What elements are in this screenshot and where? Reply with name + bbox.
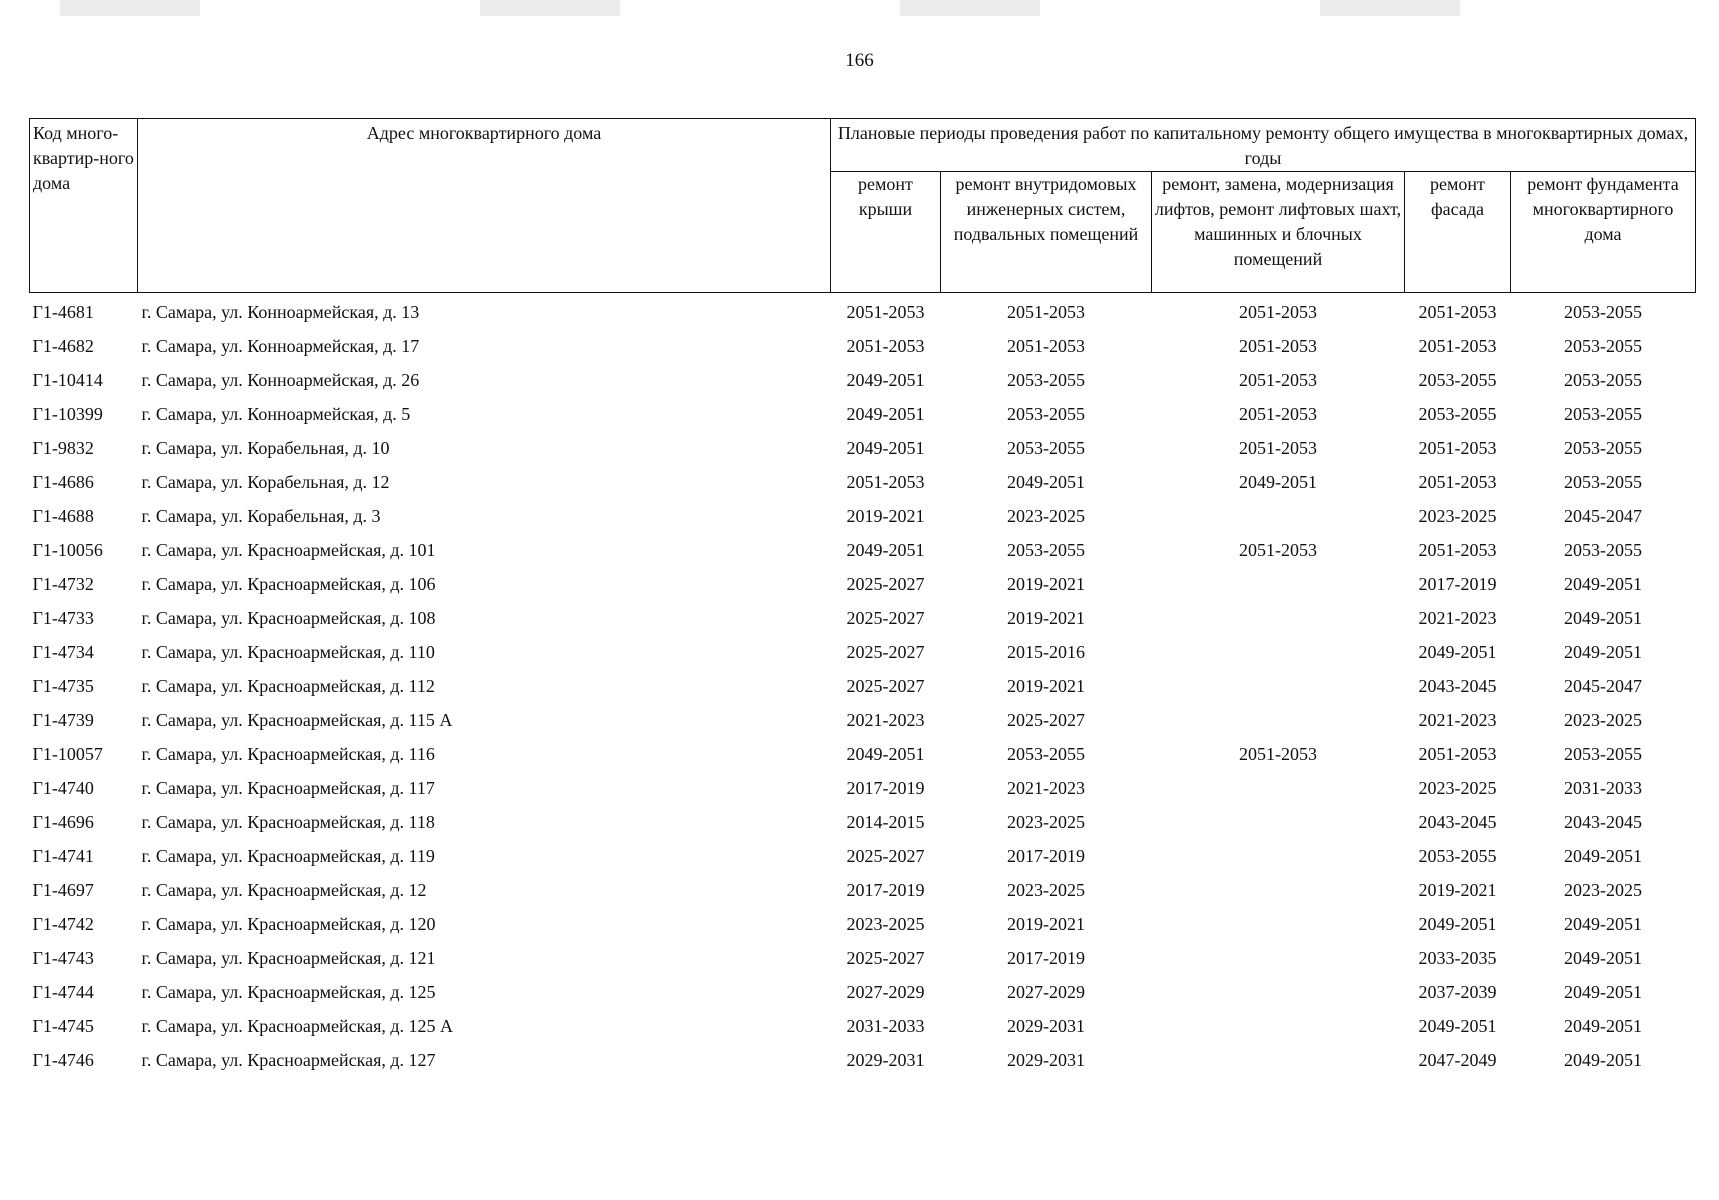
table-row	[30, 499, 1696, 533]
cell-foundation: 2049-2051	[1564, 1049, 1642, 1070]
cell-code: Г1-4746	[32, 1049, 94, 1070]
cell-elevators	[1152, 567, 1405, 601]
capital-repair-schedule-table	[29, 118, 1696, 1077]
cell-code: Г1-10399	[32, 403, 103, 424]
cell-roof: 2014-2015	[846, 811, 925, 832]
cell-facade: 2049-2051	[1418, 1015, 1497, 1036]
cell-address: г. Самара, ул. Красноармейская, д. 115 А	[141, 709, 453, 730]
cell-facade: 2023-2025	[1418, 505, 1497, 526]
cell-code: Г1-4744	[32, 981, 94, 1002]
cell-foundation: 2049-2051	[1564, 845, 1642, 866]
header-foundation: ремонт фундамента многоквартирного дома	[1511, 172, 1696, 293]
cell-address: г. Самара, ул. Красноармейская, д. 121	[141, 947, 436, 968]
cell-foundation: 2053-2055	[1564, 301, 1642, 322]
cell-address: г. Самара, ул. Красноармейская, д. 112	[141, 675, 435, 696]
cell-elevators	[1152, 635, 1405, 669]
cell-address: г. Самара, ул. Красноармейская, д. 125 А	[141, 1015, 454, 1036]
cell-roof: 2049-2051	[846, 539, 925, 560]
cell-engineering: 2053-2055	[1007, 539, 1085, 560]
cell-code: Г1-4681	[32, 301, 94, 322]
cell-elevators	[1152, 601, 1405, 635]
cell-address: г. Самара, ул. Красноармейская, д. 117	[141, 777, 435, 798]
cell-elevators: 2051-2053	[1239, 369, 1317, 390]
cell-code: Г1-4682	[32, 335, 94, 356]
cell-engineering: 2051-2053	[1007, 301, 1085, 322]
cell-elevators	[1152, 771, 1405, 805]
cell-address: г. Самара, ул. Красноармейская, д. 110	[141, 641, 435, 662]
cell-foundation: 2023-2025	[1564, 879, 1642, 900]
cell-roof: 2021-2023	[846, 709, 925, 730]
cell-facade: 2053-2055	[1418, 369, 1497, 390]
cell-roof: 2025-2027	[846, 947, 925, 968]
cell-elevators	[1152, 941, 1405, 975]
table-row	[30, 907, 1696, 941]
cell-engineering: 2017-2019	[1007, 947, 1085, 968]
cell-address: г. Самара, ул. Красноармейская, д. 108	[141, 607, 436, 628]
cell-address: г. Самара, ул. Красноармейская, д. 118	[141, 811, 435, 832]
cell-engineering: 2021-2023	[1007, 777, 1085, 798]
cell-code: Г1-10056	[32, 539, 103, 560]
cell-code: Г1-10057	[32, 743, 103, 764]
cell-engineering: 2019-2021	[1007, 675, 1085, 696]
cell-facade: 2053-2055	[1418, 403, 1497, 424]
cell-foundation: 2045-2047	[1564, 505, 1642, 526]
table-row	[30, 293, 1696, 330]
cell-roof: 2025-2027	[846, 845, 925, 866]
cell-elevators: 2051-2053	[1239, 539, 1317, 560]
cell-roof: 2049-2051	[846, 437, 925, 458]
cell-roof: 2025-2027	[846, 641, 925, 662]
cell-foundation: 2053-2055	[1564, 369, 1642, 390]
cell-address: г. Самара, ул. Конноармейская, д. 17	[141, 335, 420, 356]
cell-facade: 2017-2019	[1418, 573, 1497, 594]
header-code: Код много-квартир-ного дома	[30, 119, 138, 293]
table-row	[30, 1009, 1696, 1043]
cell-elevators: 2051-2053	[1239, 437, 1317, 458]
header-facade: ремонт фасада	[1405, 172, 1511, 293]
cell-engineering: 2049-2051	[1007, 471, 1085, 492]
table-row	[30, 873, 1696, 907]
cell-foundation: 2053-2055	[1564, 539, 1642, 560]
table-row	[30, 941, 1696, 975]
table-row	[30, 805, 1696, 839]
cell-code: Г1-4745	[32, 1015, 94, 1036]
table-row	[30, 567, 1696, 601]
cell-elevators	[1152, 873, 1405, 907]
cell-facade: 2033-2035	[1418, 947, 1497, 968]
cell-address: г. Самара, ул. Корабельная, д. 10	[141, 437, 390, 458]
cell-roof: 2017-2019	[846, 777, 925, 798]
cell-roof: 2027-2029	[846, 981, 925, 1002]
cell-code: Г1-4696	[32, 811, 94, 832]
cell-foundation: 2023-2025	[1564, 709, 1642, 730]
cell-address: г. Самара, ул. Корабельная, д. 12	[141, 471, 390, 492]
cell-code: Г1-9832	[32, 437, 94, 458]
cell-elevators: 2051-2053	[1239, 403, 1317, 424]
cell-address: г. Самара, ул. Красноармейская, д. 116	[141, 743, 435, 764]
cell-facade: 2051-2053	[1418, 335, 1497, 356]
cell-foundation: 2043-2045	[1564, 811, 1642, 832]
cell-address: г. Самара, ул. Красноармейская, д. 101	[141, 539, 436, 560]
header-address: Адрес многоквартирного дома	[138, 119, 831, 293]
cell-roof: 2025-2027	[846, 675, 925, 696]
cell-roof: 2019-2021	[846, 505, 925, 526]
cell-elevators: 2051-2053	[1239, 743, 1317, 764]
cell-elevators: 2051-2053	[1239, 301, 1317, 322]
cell-facade: 2049-2051	[1418, 913, 1497, 934]
cell-foundation: 2049-2051	[1564, 573, 1642, 594]
cell-foundation: 2053-2055	[1564, 471, 1642, 492]
table-row	[30, 397, 1696, 431]
cell-foundation: 2045-2047	[1564, 675, 1642, 696]
cell-address: г. Самара, ул. Красноармейская, д. 125	[141, 981, 436, 1002]
cell-elevators	[1152, 839, 1405, 873]
cell-engineering: 2017-2019	[1007, 845, 1085, 866]
cell-roof: 2051-2053	[846, 335, 925, 356]
table-row	[30, 669, 1696, 703]
cell-code: Г1-10414	[32, 369, 103, 390]
cell-engineering: 2029-2031	[1007, 1015, 1085, 1036]
cell-code: Г1-4688	[32, 505, 94, 526]
cell-engineering: 2019-2021	[1007, 607, 1085, 628]
table-row	[30, 1043, 1696, 1077]
cell-elevators	[1152, 805, 1405, 839]
cell-code: Г1-4739	[32, 709, 94, 730]
table-row	[30, 839, 1696, 873]
cell-roof: 2017-2019	[846, 879, 925, 900]
cell-facade: 2051-2053	[1418, 301, 1497, 322]
cell-roof: 2023-2025	[846, 913, 925, 934]
cell-address: г. Самара, ул. Корабельная, д. 3	[141, 505, 381, 526]
header-periods-group: Плановые периоды проведения работ по капитальному ремонту общего имущества в многоквартирных домах, годы	[831, 119, 1696, 172]
cell-engineering: 2019-2021	[1007, 913, 1085, 934]
table-row	[30, 431, 1696, 465]
cell-engineering: 2051-2053	[1007, 335, 1085, 356]
cell-code: Г1-4741	[32, 845, 94, 866]
cell-elevators	[1152, 703, 1405, 737]
cell-foundation: 2049-2051	[1564, 981, 1642, 1002]
cell-address: г. Самара, ул. Конноармейская, д. 5	[141, 403, 411, 424]
cell-roof: 2049-2051	[846, 743, 925, 764]
cell-roof: 2029-2031	[846, 1049, 925, 1070]
cell-code: Г1-4742	[32, 913, 94, 934]
header-roof: ремонт крыши	[831, 172, 941, 293]
cell-engineering: 2023-2025	[1007, 879, 1085, 900]
cell-elevators	[1152, 669, 1405, 703]
table-row	[30, 363, 1696, 397]
cell-engineering: 2053-2055	[1007, 369, 1085, 390]
table-row	[30, 601, 1696, 635]
table-row	[30, 533, 1696, 567]
cell-roof: 2031-2033	[846, 1015, 925, 1036]
cell-code: Г1-4733	[32, 607, 94, 628]
cell-code: Г1-4732	[32, 573, 94, 594]
cell-facade: 2053-2055	[1418, 845, 1497, 866]
cell-code: Г1-4697	[32, 879, 94, 900]
cell-roof: 2025-2027	[846, 607, 925, 628]
cell-facade: 2051-2053	[1418, 743, 1497, 764]
cell-foundation: 2053-2055	[1564, 743, 1642, 764]
cell-address: г. Самара, ул. Конноармейская, д. 13	[141, 301, 420, 322]
cell-facade: 2021-2023	[1418, 607, 1497, 628]
cell-engineering: 2015-2016	[1007, 641, 1085, 662]
cell-foundation: 2053-2055	[1564, 403, 1642, 424]
cell-code: Г1-4735	[32, 675, 94, 696]
table-row	[30, 329, 1696, 363]
cell-elevators	[1152, 907, 1405, 941]
cell-address: г. Самара, ул. Красноармейская, д. 12	[141, 879, 427, 900]
cell-engineering: 2053-2055	[1007, 437, 1085, 458]
cell-code: Г1-4740	[32, 777, 94, 798]
cell-foundation: 2049-2051	[1564, 641, 1642, 662]
cell-engineering: 2053-2055	[1007, 403, 1085, 424]
header-elevators: ремонт, замена, модернизация лифтов, ремонт лифтовых шахт, машинных и блочных помещений	[1152, 172, 1405, 293]
cell-facade: 2037-2039	[1418, 981, 1497, 1002]
cell-foundation: 2053-2055	[1564, 335, 1642, 356]
cell-facade: 2051-2053	[1418, 539, 1497, 560]
cell-foundation: 2049-2051	[1564, 947, 1642, 968]
cell-engineering: 2019-2021	[1007, 573, 1085, 594]
cell-engineering: 2023-2025	[1007, 811, 1085, 832]
cell-address: г. Самара, ул. Красноармейская, д. 106	[141, 573, 436, 594]
cell-address: г. Самара, ул. Красноармейская, д. 119	[141, 845, 435, 866]
table-row	[30, 465, 1696, 499]
cell-address: г. Самара, ул. Конноармейская, д. 26	[141, 369, 420, 390]
cell-code: Г1-4734	[32, 641, 94, 662]
cell-address: г. Самара, ул. Красноармейская, д. 127	[141, 1049, 436, 1070]
cell-facade: 2051-2053	[1418, 471, 1497, 492]
cell-foundation: 2031-2033	[1564, 777, 1642, 798]
cell-code: Г1-4686	[32, 471, 94, 492]
cell-facade: 2043-2045	[1418, 675, 1497, 696]
cell-elevators: 2051-2053	[1239, 335, 1317, 356]
cell-roof: 2051-2053	[846, 301, 925, 322]
cell-engineering: 2029-2031	[1007, 1049, 1085, 1070]
table-header	[30, 119, 1696, 293]
cell-foundation: 2049-2051	[1564, 607, 1642, 628]
cell-facade: 2043-2045	[1418, 811, 1497, 832]
cell-elevators	[1152, 1043, 1405, 1077]
header-engineering: ремонт внутридомовых инженерных систем, подвальных помещений	[941, 172, 1152, 293]
cell-code: Г1-4743	[32, 947, 94, 968]
cell-foundation: 2049-2051	[1564, 913, 1642, 934]
cell-foundation: 2049-2051	[1564, 1015, 1642, 1036]
cell-elevators	[1152, 975, 1405, 1009]
cell-roof: 2051-2053	[846, 471, 925, 492]
cell-facade: 2021-2023	[1418, 709, 1497, 730]
table-row	[30, 703, 1696, 737]
cell-engineering: 2053-2055	[1007, 743, 1085, 764]
cell-address: г. Самара, ул. Красноармейская, д. 120	[141, 913, 436, 934]
table-row	[30, 635, 1696, 669]
scan-artifact	[0, 0, 1719, 16]
cell-facade: 2023-2025	[1418, 777, 1497, 798]
cell-roof: 2049-2051	[846, 369, 925, 390]
table-body	[30, 293, 1696, 1078]
cell-engineering: 2027-2029	[1007, 981, 1085, 1002]
cell-elevators	[1152, 1009, 1405, 1043]
cell-foundation: 2053-2055	[1564, 437, 1642, 458]
cell-roof: 2025-2027	[846, 573, 925, 594]
cell-facade: 2051-2053	[1418, 437, 1497, 458]
cell-facade: 2019-2021	[1418, 879, 1497, 900]
cell-facade: 2047-2049	[1418, 1049, 1497, 1070]
table-row	[30, 975, 1696, 1009]
cell-facade: 2049-2051	[1418, 641, 1497, 662]
page-number: 166	[845, 50, 874, 71]
cell-engineering: 2023-2025	[1007, 505, 1085, 526]
cell-elevators: 2049-2051	[1239, 471, 1317, 492]
table-row	[30, 771, 1696, 805]
cell-engineering: 2025-2027	[1007, 709, 1085, 730]
cell-roof: 2049-2051	[846, 403, 925, 424]
cell-elevators	[1152, 499, 1405, 533]
table-row	[30, 737, 1696, 771]
